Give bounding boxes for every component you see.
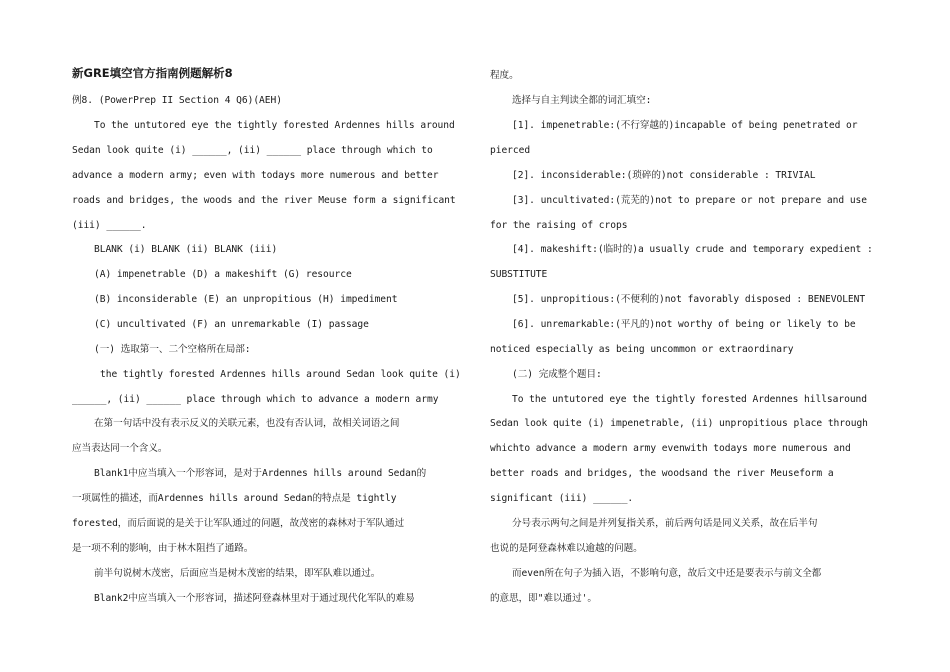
vocab-line: pierced <box>490 145 531 156</box>
excerpt-line: the tightly forested Ardennes hills around Sedan look quite (i) <box>100 369 461 380</box>
excerpt-line: ______, (ii) ______ place through which to advance a modern army <box>72 394 439 405</box>
vocab-line: noticed especially as being uncommon or extraordinary <box>490 344 794 355</box>
analysis-line: 前半句说树木茂密，后面应当是树木茂密的结果，即军队难以通过。 <box>94 568 381 579</box>
analysis-line: 程度。 <box>490 70 519 81</box>
vocab-line: [4]. makeshift:(临时的)a usually crude and temporary expedient : <box>512 244 873 255</box>
vocab-line: SUBSTITUTE <box>490 269 548 280</box>
answer-line: significant (iii) ______. <box>490 493 634 504</box>
analysis-line: 的意思，即"难以通过'。 <box>490 593 597 604</box>
analysis-line: Blank1中应当填入一个形容词，是对于Ardennes hills around Sedan的 <box>94 468 427 479</box>
section-heading: 选择与自主判读全都的词汇填空: <box>512 95 652 106</box>
question-line: roads and bridges, the woods and the river Meuse form a significant <box>72 195 456 206</box>
vocab-line: [5]. unpropitious:(不便利的)not favorably disposed : BENEVOLENT <box>512 294 866 305</box>
analysis-line: 分号表示两句之间是并列复指关系，前后两句话是同义关系，故在后半句 <box>512 518 818 529</box>
option-line: (C) uncultivated (F) an unremarkable (I) passage <box>94 319 369 330</box>
example-heading: 例8. (PowerPrep II Section 4 Q6)(AEH) <box>72 95 282 106</box>
section-heading: (二) 完成整个题目: <box>512 369 602 380</box>
question-line: advance a modern army; even with todays more numerous and better <box>72 170 439 181</box>
analysis-line: 应当表达同一个含义。 <box>72 443 168 454</box>
analysis-line: 是一项不利的影响，由于林木阻挡了通路。 <box>72 543 254 554</box>
answer-line: better roads and bridges, the woodsand the river Meuseform a <box>490 468 834 479</box>
answer-line: whichto advance a modern army evenwith todays more numerous and <box>490 443 851 454</box>
analysis-line: Blank2中应当填入一个形容词，描述阿登森林里对于通过现代化军队的难易 <box>94 593 415 604</box>
vocab-line: for the raising of crops <box>490 220 628 231</box>
blank-header-line: BLANK (i) BLANK (ii) BLANK (iii) <box>94 244 278 255</box>
vocab-line: [3]. uncultivated:(荒芜的)not to prepare or not prepare and use <box>512 195 868 206</box>
option-line: (B) inconsiderable (E) an unpropitious (H) impediment <box>94 294 398 305</box>
document-title: 新GRE填空官方指南例题解析8 <box>72 66 233 80</box>
question-line: (iii) ______. <box>72 220 147 231</box>
answer-line: To the untutored eye the tightly forested Ardennes hillsaround <box>512 394 868 405</box>
analysis-line: forested，而后面说的是关于让军队通过的问题，故茂密的森林对于军队通过 <box>72 518 405 529</box>
analysis-line: 一项属性的描述，而Ardennes hills around Sedan的特点是 tightly <box>72 493 397 504</box>
vocab-line: [2]. inconsiderable:(琐碎的)not considerable : TRIVIAL <box>512 170 816 181</box>
vocab-line: [6]. unremarkable:(平凡的)not worthy of being or likely to be <box>512 319 856 330</box>
answer-line: Sedan look quite (i) impenetrable, (ii) unpropitious place through <box>490 418 868 429</box>
analysis-line: 在第一句话中没有表示反义的关联元素，也没有否认词，故相关词语之间 <box>94 418 400 429</box>
section-heading: (一) 选取第一、二个空格所在局部: <box>94 344 251 355</box>
question-line: To the untutored eye the tightly forested Ardennes hills around <box>94 120 455 131</box>
analysis-line: 也说的是阿登森林难以逾越的问题。 <box>490 543 643 554</box>
vocab-line: [1]. impenetrable:(不行穿越的)incapable of being penetrated or <box>512 120 858 131</box>
analysis-line: 而even所在句子为插入语，不影响句意，故后文中还是要表示与前文全都 <box>512 568 822 579</box>
question-line: Sedan look quite (i) ______, (ii) ______ place through which to <box>72 145 433 156</box>
option-line: (A) impenetrable (D) a makeshift (G) resource <box>94 269 352 280</box>
